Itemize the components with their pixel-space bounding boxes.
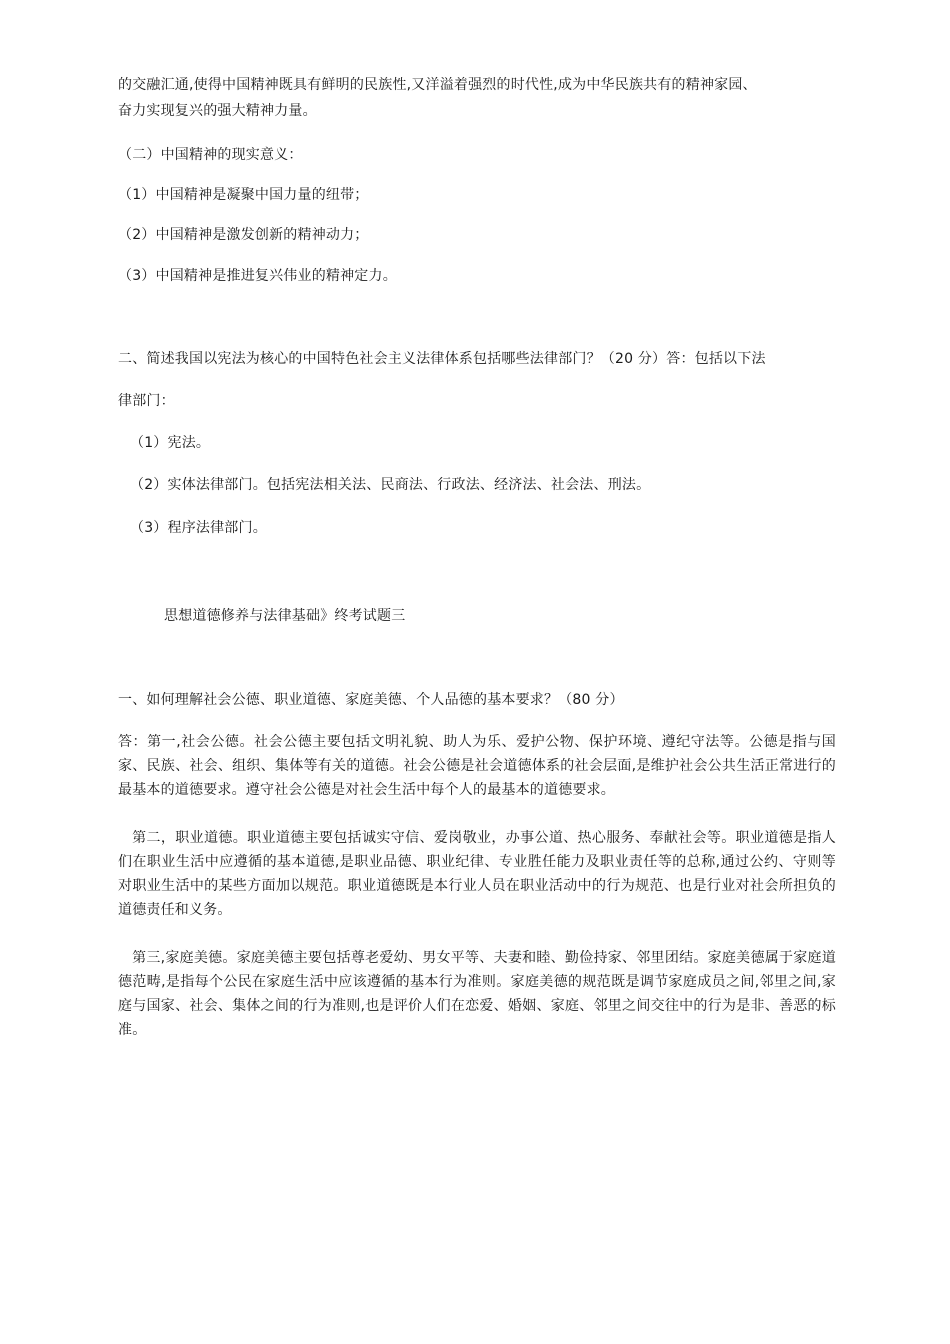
question-two-item-2: （2）实体法律部门。包括宪法相关法、民商法、行政法、经济法、社会法、刑法。 [130,477,651,493]
answer-paragraph-3-text: 第三,家庭美德。家庭美德主要包括尊老爱幼、男女平等、夫妻和睦、勤俭持家、邻里团结。家庭美德属于家庭道德范畴,是指每个公民在家庭生活中应该遵循的基本行为准则。家庭美德的规范既是调节家庭成员之间,邻里之间,家庭与国家、社会、集体之间的行为准则,也是评价人们在恋爱、婚姻、家庭、邻里之间交往中的行为是非、善恶的标准。 [118,950,836,1038]
question-two-item-3: （3）程序法律部门。 [130,520,267,536]
significance-item-3: （3）中国精神是推进复兴伟业的精神定力。 [118,268,397,284]
answer-paragraph-3 [118,946,836,1042]
intro-line-1: 的交融汇通,使得中国精神既具有鲜明的民族性,又洋溢着强烈的时代性,成为中华民族共有的精神家园、 [118,77,757,93]
answer-paragraph-2 [118,826,836,922]
exam-title: 思想道德修养与法律基础》终考试题三 [164,608,406,624]
question-two-item-1: （1）宪法。 [130,435,211,451]
question-one-prompt: 一、如何理解社会公德、职业道德、家庭美德、个人品德的基本要求？（80 分） [118,692,624,708]
question-two-line-2: 律部门： [118,393,175,409]
significance-item-2: （2）中国精神是激发创新的精神动力； [118,227,369,243]
question-two-line-1: 二、简述我国以宪法为核心的中国特色社会主义法律体系包括哪些法律部门？（20 分）答：包括以下法 [118,351,766,367]
significance-item-1: （1）中国精神是凝聚中国力量的纽带； [118,187,369,203]
answer-paragraph-1 [118,730,836,802]
intro-line-2: 奋力实现复兴的强大精神力量。 [118,103,317,119]
answer-paragraph-1-text: 答：第一,社会公德。社会公德主要包括文明礼貌、助人为乐、爱护公物、保护环境、遵纪守法等。公德是指与国家、民族、社会、组织、集体等有关的道德。社会公德是社会道德体系的社会层面,是维护社会公共生活正常进行的最基本的道德要求。遵守社会公德是对社会生活中每个人的最基本的道德要求。 [118,734,836,798]
significance-heading: （二）中国精神的现实意义： [118,147,303,163]
answer-paragraph-2-text: 第二，职业道德。职业道德主要包括诚实守信、爱岗敬业，办事公道、热心服务、奉献社会等。职业道德是指人们在职业生活中应遵循的基本道德,是职业品德、职业纪律、专业胜任能力及职业责任等的总称,通过公约、守则等对职业生活中的某些方面加以规范。职业道德既是本行业人员在职业活动中的行为规范、也是行业对社会所担负的道德责任和义务。 [118,830,836,918]
